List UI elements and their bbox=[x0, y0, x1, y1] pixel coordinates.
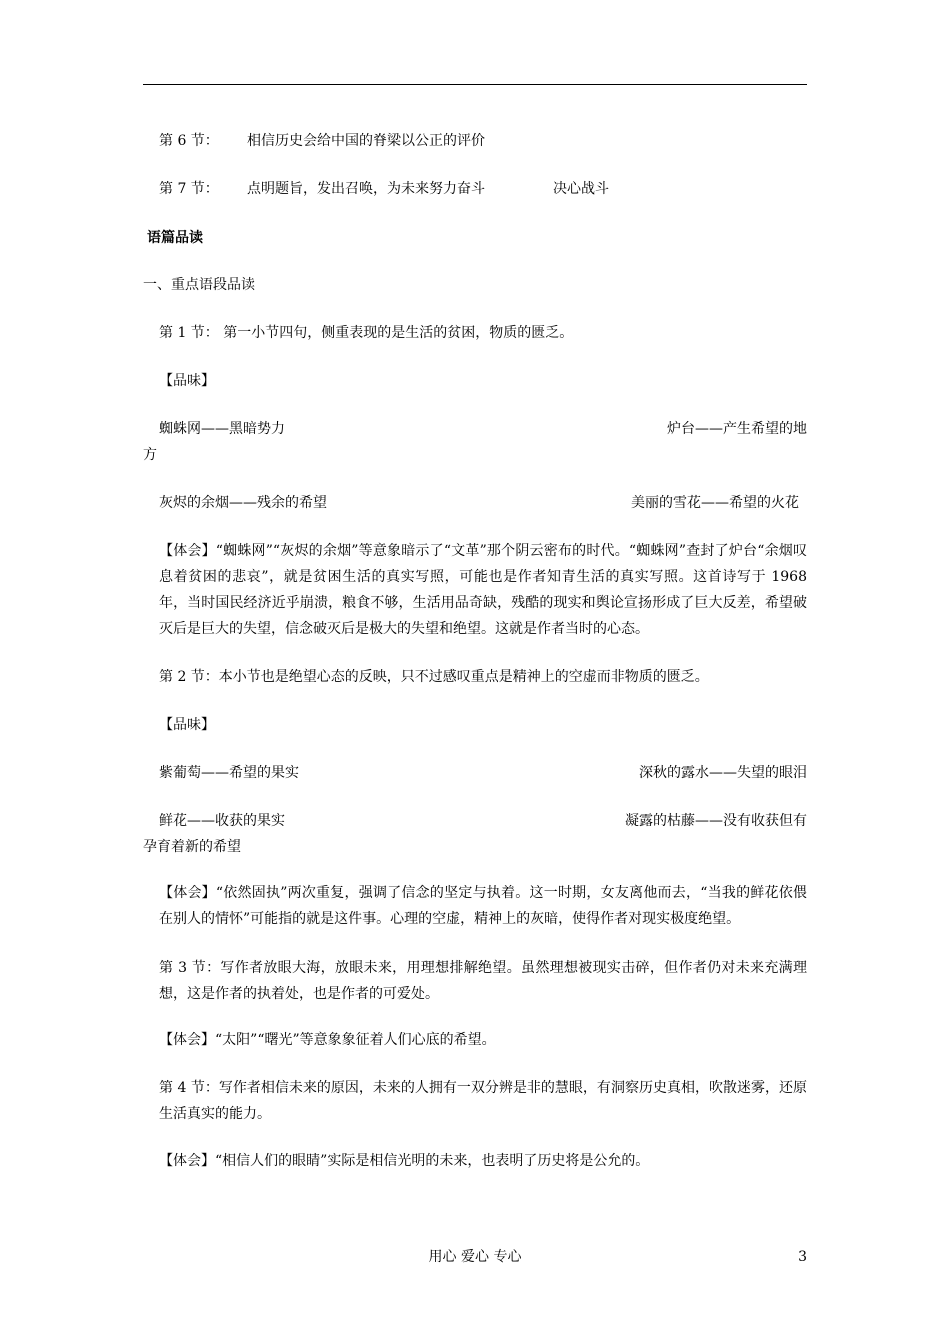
pair-row-3 bbox=[143, 760, 807, 786]
pair-left: 紫葡萄——希望的果实 bbox=[159, 765, 299, 781]
pair-row-1-cont: 方 bbox=[143, 447, 157, 463]
section-summary: 点明题旨，发出召唤，为未来努力奋斗 bbox=[247, 181, 485, 197]
paragraph-s2: 第 2 节：本小节也是绝望心态的反映，只不过感叹重点是精神上的空虚而非物质的匮乏。 bbox=[159, 669, 709, 685]
section-7-line bbox=[143, 176, 807, 202]
pair-right: 炉台——产生希望的地 bbox=[667, 421, 807, 437]
tihui-paragraph-2: 【体会】“依然固执”两次重复，强调了信念的坚定与执着。这一时期，女友离他而去，“当我的鲜花依偎在别人的情怀”可能指的就是这件事。心理的空虚，精神上的灰暗，使得作者对现实极度绝望。 bbox=[159, 885, 807, 927]
pair-row-4 bbox=[143, 808, 807, 834]
paragraph-s3: 第 3 节：写作者放眼大海，放眼未来，用理想排解绝望。虽然理想被现实击碎，但作者仍对未来充满理想，这是作者的执着处，也是作者的可爱处。 bbox=[159, 960, 807, 1002]
pair-right: 美丽的雪花——希望的火花 bbox=[631, 495, 799, 511]
heading: 语篇品读 bbox=[147, 230, 203, 246]
subheading: 一、重点语段品读 bbox=[143, 277, 255, 293]
pair-left: 鲜花——收获的果实 bbox=[159, 813, 285, 829]
pinwei-label: 【品味】 bbox=[159, 373, 215, 389]
pair-left: 蜘蛛网——黑暗势力 bbox=[159, 421, 285, 437]
tihui-paragraph-1: 【体会】“蜘蛛网”“灰烬的余烟”等意象暗示了“文革”那个阴云密布的时代。“蜘蛛网”查封了炉台“余烟叹息着贫困的悲哀”，就是贫困生活的真实写照，可能也是作者知青生活的真实写照。这首诗写于 1968 年，当时国民经济近乎崩溃，粮食不够，生活用品奇缺，残酷的现实和舆论宣扬形成了巨大反差，希望破灭后是巨大的失望，信念破灭后是极大的失望和绝望。这就是作者当时的心态。 bbox=[159, 543, 807, 637]
pair-row-4-cont: 孕育着新的希望 bbox=[143, 839, 241, 855]
page-number: 3 bbox=[798, 1249, 807, 1265]
pair-right: 凝露的枯藤——没有收获但有 bbox=[625, 813, 807, 829]
section-6-line bbox=[143, 128, 807, 154]
header-rule bbox=[143, 84, 807, 85]
section-extra: 决心战斗 bbox=[553, 181, 609, 197]
pair-right: 深秋的露水——失望的眼泪 bbox=[639, 765, 807, 781]
pair-left: 灰烬的余烟——残余的希望 bbox=[159, 495, 327, 511]
pair-row-2 bbox=[143, 490, 807, 516]
pinwei-label: 【品味】 bbox=[159, 717, 215, 733]
paragraph-s4: 第 4 节：写作者相信未来的原因，未来的人拥有一双分辨是非的慧眼，有洞察历史真相，吹散迷雾，还原生活真实的能力。 bbox=[159, 1080, 807, 1122]
footer-motto: 用心 爱心 专心 bbox=[428, 1249, 522, 1265]
paragraph-s1: 第 1 节： 第一小节四句，侧重表现的是生活的贫困，物质的匮乏。 bbox=[159, 325, 574, 341]
section-summary: 相信历史会给中国的脊梁以公正的评价 bbox=[247, 133, 485, 149]
pair-row-1 bbox=[143, 416, 807, 442]
tihui-paragraph-4: 【体会】“相信人们的眼睛”实际是相信光明的未来，也表明了历史将是公允的。 bbox=[159, 1153, 650, 1169]
tihui-paragraph-3: 【体会】“太阳”“曙光”等意象象征着人们心底的希望。 bbox=[159, 1032, 496, 1048]
section-label: 第 7 节： bbox=[159, 181, 219, 197]
section-label: 第 6 节： bbox=[159, 133, 219, 149]
